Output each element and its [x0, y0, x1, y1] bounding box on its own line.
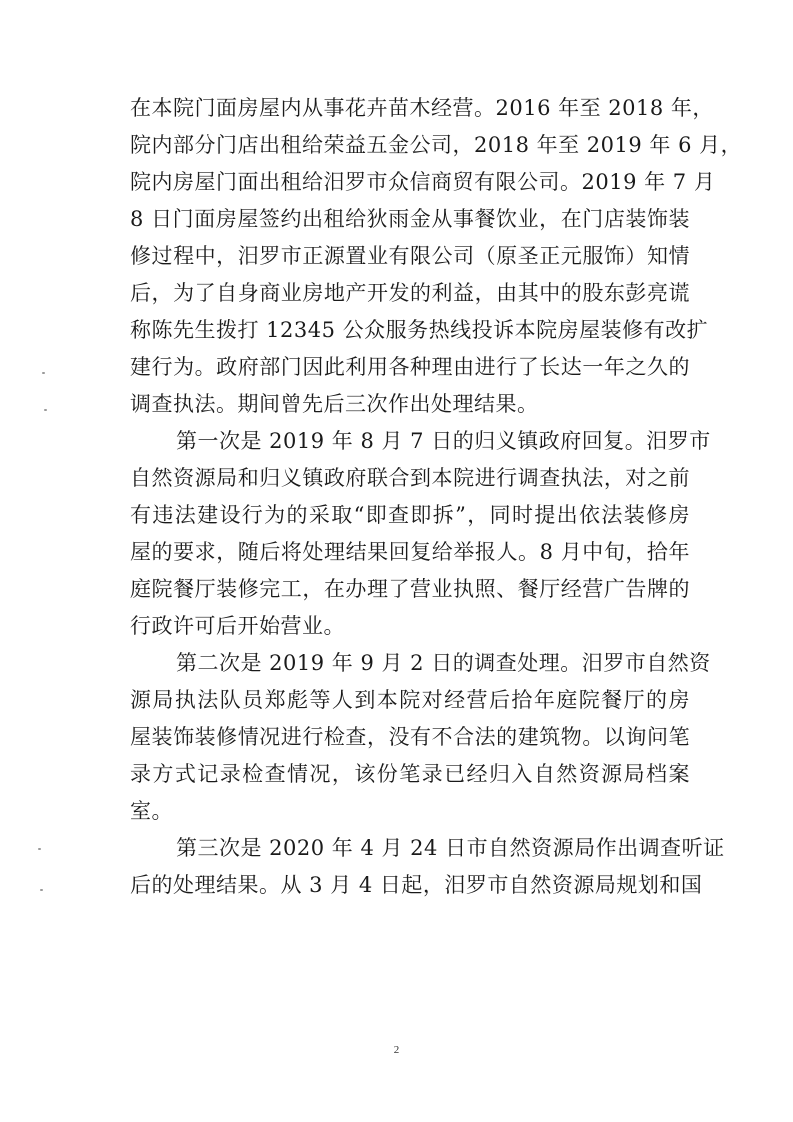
text-line: 第一次是 2019 年 8 月 7 日的归义镇政府回复。汨罗市 [176, 429, 711, 453]
paragraph-3 [130, 645, 711, 830]
text-line: 有违法建设行为的采取“即查即拆”，同时提出依法装修房 [130, 503, 690, 527]
text-line: 院内部分门店出租给荣益五金公司，2018 年至 2019 年 6 月， [130, 133, 743, 157]
scan-speck [38, 848, 41, 850]
text-line: 源局执法队员郑彪等人到本院对经营后拾年庭院餐厅的房 [130, 688, 690, 712]
paragraph-4 [130, 830, 725, 904]
scan-speck [44, 409, 47, 411]
page-number: 2 [393, 1044, 400, 1056]
text-line: 在本院门面房屋内从事花卉苗木经营。2016 年至 2018 年， [130, 96, 714, 120]
text-line: 称陈先生拨打 12345 公众服务热线投诉本院房屋装修有改扩 [130, 318, 709, 342]
text-line: 8 日门面房屋签约出租给狄雨金从事餐饮业，在门店装饰装 [130, 207, 690, 231]
text-line: 屋的要求，随后将处理结果回复给举报人。8 月中旬，拾年 [130, 540, 690, 564]
text-line: 修过程中，汨罗市正源置业有限公司（原圣正元服饰）知情 [130, 244, 690, 268]
paragraph-1 [130, 90, 743, 423]
text-line: 第三次是 2020 年 4 月 24 日市自然资源局作出调查听证 [176, 836, 725, 860]
document-body [130, 90, 743, 904]
text-line: 后的处理结果。从 3 月 4 日起，汨罗市自然资源局规划和国 [130, 873, 703, 897]
scan-speck [40, 889, 43, 891]
text-line: 屋装饰装修情况进行检查，没有不合法的建筑物。以询问笔 [130, 725, 690, 749]
text-line: 自然资源局和归义镇政府联合到本院进行调查执法，对之前 [130, 466, 690, 490]
text-line: 室。 [130, 799, 173, 823]
text-line: 录方式记录检查情况，该份笔录已经归入自然资源局档案 [130, 762, 690, 786]
text-line: 院内房屋门面出租给汨罗市众信商贸有限公司。2019 年 7 月 [130, 170, 716, 194]
paragraph-2 [130, 423, 711, 645]
text-line: 建行为。政府部门因此利用各种理由进行了长达一年之久的 [130, 355, 690, 379]
scan-speck [42, 372, 45, 374]
text-line: 第二次是 2019 年 9 月 2 日的调查处理。汨罗市自然资 [176, 651, 711, 675]
text-line: 后，为了自身商业房地产开发的利益，由其中的股东彭亮谎 [130, 281, 690, 305]
text-line: 庭院餐厅装修完工，在办理了营业执照、餐厅经营广告牌的 [130, 577, 690, 601]
text-line: 调查执法。期间曾先后三次作出处理结果。 [130, 392, 539, 416]
text-line: 行政许可后开始营业。 [130, 614, 345, 638]
